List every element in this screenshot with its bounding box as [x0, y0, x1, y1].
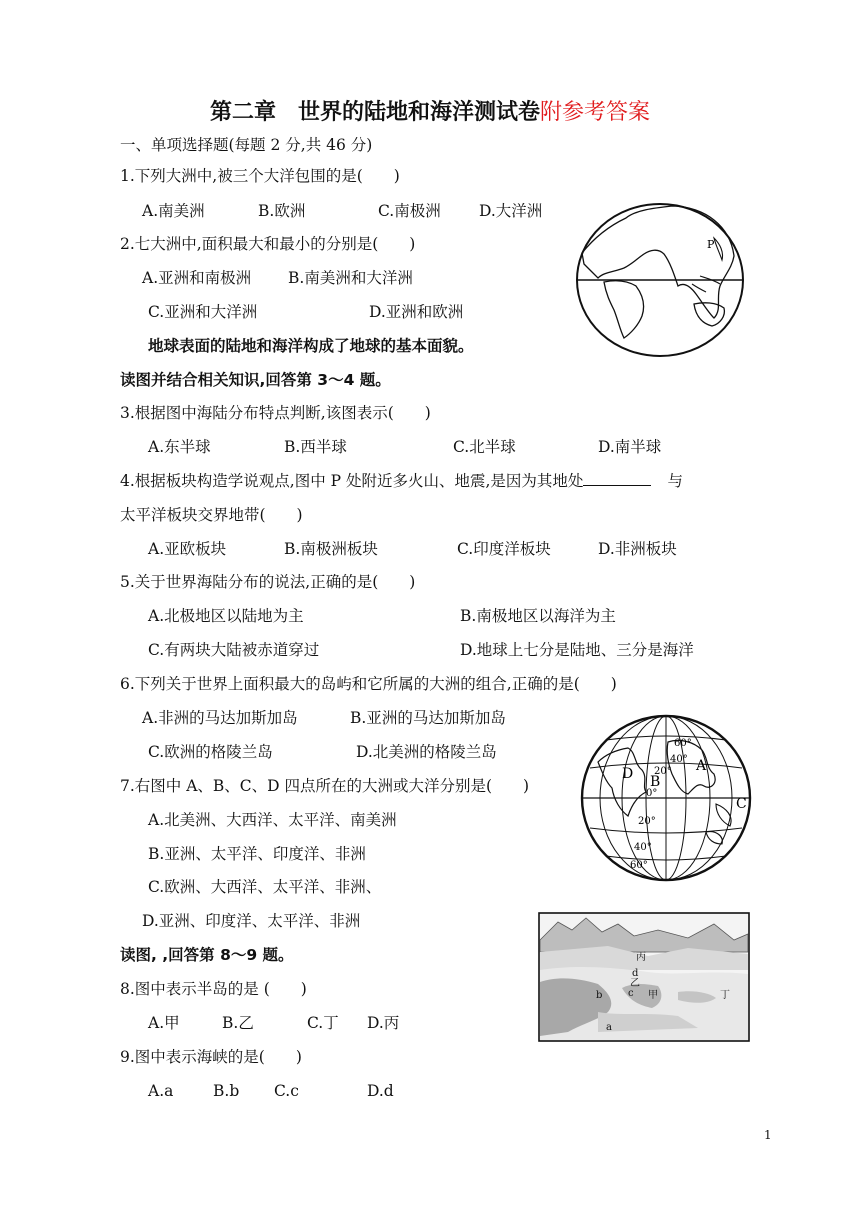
question-6-stem: 6.下列关于世界上面积最大的岛屿和它所属的大洲的组合,正确的是( )	[120, 675, 617, 693]
label-20s: 20°	[638, 816, 656, 827]
q3-option-d: D.南半球	[598, 438, 662, 456]
intro-3-4-line1: 地球表面的陆地和海洋构成了地球的基本面貌。	[148, 337, 474, 355]
globe-map	[576, 712, 756, 884]
q9-option-b: B.b	[213, 1082, 240, 1100]
label-c-lower: c	[628, 988, 634, 999]
question-8-stem: 8.图中表示半岛的是 ( )	[120, 980, 307, 998]
q3-option-a: A.东半球	[148, 438, 211, 456]
q1-option-d: D.大洋洲	[479, 202, 543, 220]
q4-option-b: B.南极洲板块	[284, 540, 378, 558]
label-c: C	[736, 796, 747, 812]
label-d: D	[622, 766, 634, 782]
question-4-stem	[120, 471, 683, 491]
label-jia: 甲	[648, 990, 658, 1001]
q6-option-d: D.北美洲的格陵兰岛	[356, 743, 497, 761]
label-a: A	[696, 758, 707, 774]
q7-option-a: A.北美洲、大西洋、太平洋、南美洲	[148, 811, 397, 829]
q2-option-d: D.亚洲和欧洲	[369, 303, 464, 321]
answer-blank[interactable]	[583, 471, 651, 486]
page-number: 1	[764, 1128, 772, 1142]
label-bing: 丙	[636, 952, 646, 963]
q4-option-c: C.印度洋板块	[457, 540, 551, 558]
page-title	[0, 95, 860, 126]
q6-option-a: A.非洲的马达加斯加岛	[142, 709, 298, 727]
intro-8-9: 读图, ,回答第 8～9 题。	[120, 946, 294, 964]
q1-option-a: A.南美洲	[142, 202, 205, 220]
q5-option-d: D.地球上七分是陆地、三分是海洋	[460, 641, 694, 659]
question-5-stem: 5.关于世界海陆分布的说法,正确的是( )	[120, 573, 416, 591]
label-20n: 20°	[654, 766, 672, 777]
q5-option-a: A.北极地区以陆地为主	[148, 607, 304, 625]
question-7-stem: 7.右图中 A、B、C、D 四点所在的大洲或大洋分别是( )	[120, 777, 530, 795]
question-4-stem-cont: 太平洋板块交界地带( )	[120, 506, 303, 524]
q6-option-c: C.欧洲的格陵兰岛	[148, 743, 273, 761]
title-main: 第二章 世界的陆地和海洋测试卷	[209, 100, 540, 125]
q2-option-c: C.亚洲和大洋洲	[148, 303, 258, 321]
q7-option-d: D.亚洲、印度洋、太平洋、非洲	[142, 912, 361, 930]
q4-stem-part2: 与	[667, 472, 683, 490]
label-60s: 60°	[630, 860, 648, 871]
q6-option-b: B.亚洲的马达加斯加岛	[350, 709, 506, 727]
label-ding: 丁	[720, 990, 730, 1001]
question-9-stem: 9.图中表示海峡的是( )	[120, 1048, 302, 1066]
label-0: 0°	[646, 788, 658, 799]
section-heading: 一、单项选择题(每题 2 分,共 46 分)	[120, 136, 373, 154]
q8-option-a: A.甲	[148, 1014, 180, 1032]
label-40n-visible: 40°	[670, 754, 688, 765]
label-b-lower: b	[596, 990, 603, 1001]
q3-option-c: C.北半球	[453, 438, 516, 456]
q9-option-a: A.a	[148, 1082, 174, 1100]
question-3-stem: 3.根据图中海陆分布特点判断,该图表示( )	[120, 404, 431, 422]
q1-option-b: B.欧洲	[258, 202, 306, 220]
q8-option-d: D.丙	[367, 1014, 400, 1032]
q7-option-b: B.亚洲、太平洋、印度洋、非洲	[148, 845, 366, 863]
landscape-figure	[538, 912, 750, 1042]
q4-option-d: D.非洲板块	[598, 540, 677, 558]
q9-option-d: D.d	[367, 1082, 394, 1100]
q2-option-b: B.南美洲和大洋洲	[288, 269, 413, 287]
label-b: B	[650, 774, 661, 790]
q3-option-b: B.西半球	[284, 438, 347, 456]
q2-option-a: A.亚洲和南极洲	[142, 269, 252, 287]
q4-option-a: A.亚欧板块	[148, 540, 227, 558]
question-1-stem: 1.下列大洲中,被三个大洋包围的是( )	[120, 167, 400, 185]
q8-option-b: B.乙	[222, 1014, 254, 1032]
q1-option-c: C.南极洲	[378, 202, 441, 220]
q5-option-b: B.南极地区以海洋为主	[460, 607, 616, 625]
intro-3-4-line2: 读图并结合相关知识,回答第 3～4 题。	[120, 371, 391, 389]
label-60n: 60°	[674, 738, 692, 749]
q9-option-c: C.c	[274, 1082, 299, 1100]
q4-stem-part1: 4.根据板块构造学说观点,图中 P 处附近多火山、地震,是因为其地处	[120, 472, 584, 490]
label-p: P	[707, 238, 715, 251]
q5-option-c: C.有两块大陆被赤道穿过	[148, 641, 320, 659]
hemisphere-map	[574, 198, 746, 358]
label-yi: 乙	[630, 978, 640, 989]
q8-option-c: C.丁	[307, 1014, 339, 1032]
q7-option-c: C.欧洲、大西洋、太平洋、非洲、	[148, 878, 382, 896]
label-a-lower: a	[606, 1022, 612, 1033]
title-answer-note: 附参考答案	[540, 100, 651, 125]
label-d-lower: d	[632, 968, 639, 979]
label-40s: 40°	[634, 842, 652, 853]
question-2-stem: 2.七大洲中,面积最大和最小的分别是( )	[120, 235, 416, 253]
